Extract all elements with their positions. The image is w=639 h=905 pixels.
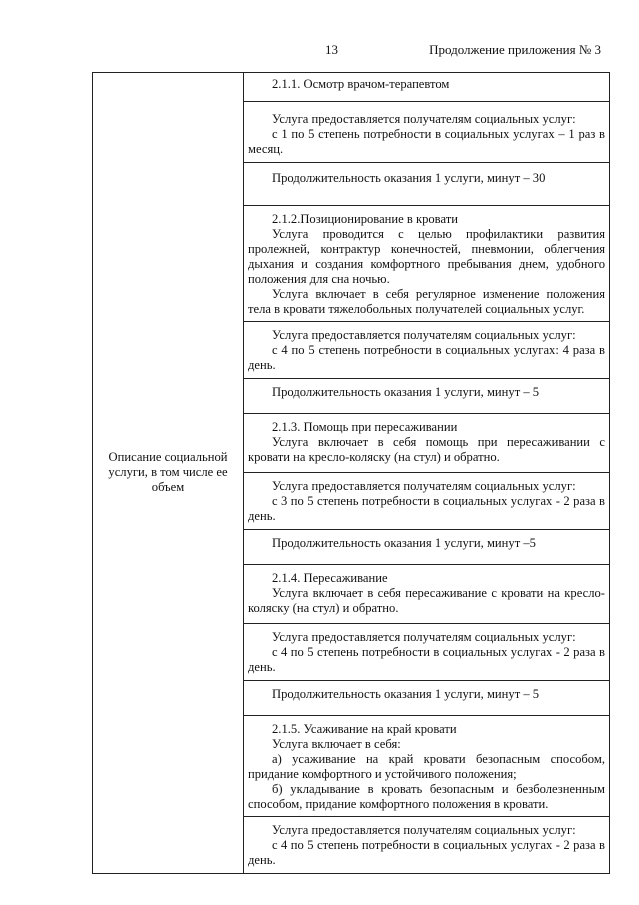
recipients-line: Услуга предоставляется получателям социальных услуг:: [272, 112, 576, 126]
recipients-line: Услуга предоставляется получателям социальных услуг:: [272, 630, 576, 644]
recipients-line: Услуга предоставляется получателям социальных услуг:: [272, 479, 576, 493]
service-description-label-cell: [93, 73, 244, 874]
service-recipients-cell: [244, 322, 610, 379]
duration-text: Продолжительность оказания 1 услуги, минут – 30: [272, 171, 546, 185]
service-heading: 2.1.1. Осмотр врачом-терапевтом: [272, 77, 450, 91]
service-duration-cell: [244, 681, 610, 716]
service-intro: Услуга включает в себя:: [272, 737, 401, 751]
service-heading-cell: [244, 414, 610, 473]
service-heading: 2.1.4. Пересаживание: [272, 571, 388, 585]
service-heading: 2.1.2.Позиционирование в кровати: [272, 212, 458, 226]
recipients-frequency: с 4 по 5 степень потребности в социальных услугах - 2 раза в день.: [248, 645, 605, 674]
recipients-line: Услуга предоставляется получателям социальных услуг:: [272, 823, 576, 837]
duration-text: Продолжительность оказания 1 услуги, минут –5: [272, 536, 536, 550]
service-paragraph: Услуга включает в себя помощь при пересаживании с кровати на кресло-коляску (на стул) и обратно.: [248, 435, 605, 464]
recipients-frequency: с 1 по 5 степень потребности в социальных услугах – 1 раз в месяц.: [248, 127, 605, 156]
service-description-table: [92, 72, 610, 874]
service-description-label: Описание социальной услуги, в том числе ее объем: [108, 450, 228, 494]
service-heading-cell: [244, 565, 610, 624]
service-recipients-cell: [244, 624, 610, 681]
recipients-frequency: с 3 по 5 степень потребности в социальных услугах - 2 раза в день.: [248, 494, 605, 523]
service-recipients-cell: [244, 102, 610, 163]
service-paragraph: Услуга включает в себя регулярное изменение положения тела в кровати тяжелобольных получателей социальных услуг.: [248, 287, 605, 316]
service-recipients-cell: [244, 473, 610, 530]
service-heading-cell: [244, 73, 610, 102]
service-heading-cell: [244, 716, 610, 817]
service-duration-cell: [244, 379, 610, 414]
service-paragraph: Услуга проводится с целью профилактики развития пролежней, контрактур конечностей, пневмонии, облегчения дыхания и создания комфортного пребывания днем, удобного положения для сна ночью.: [248, 227, 605, 286]
service-duration-cell: [244, 163, 610, 206]
service-heading: 2.1.5. Усаживание на край кровати: [272, 722, 457, 736]
page-number: 13: [325, 42, 338, 57]
service-recipients-cell: [244, 817, 610, 874]
recipients-line: Услуга предоставляется получателям социальных услуг:: [272, 328, 576, 342]
service-heading: 2.1.3. Помощь при пересаживании: [272, 420, 458, 434]
recipients-frequency: с 4 по 5 степень потребности в социальных услугах - 2 раза в день.: [248, 838, 605, 867]
appendix-note: Продолжение приложения № 3: [429, 42, 601, 57]
duration-text: Продолжительность оказания 1 услуги, минут – 5: [272, 385, 540, 399]
duration-text: Продолжительность оказания 1 услуги, минут – 5: [272, 687, 540, 701]
service-item-a: а) усаживание на край кровати безопасным способом, придание комфортного и устойчивого положения;: [248, 752, 605, 781]
table-row: [93, 73, 610, 102]
service-duration-cell: [244, 530, 610, 565]
service-paragraph: Услуга включает в себя пересаживание с кровати на кресло-коляску (на стул) и обратно.: [248, 586, 605, 615]
service-item-b: б) укладывание в кровать безопасным и безболезненным способом, придание комфортного положения в кровати.: [248, 782, 605, 811]
service-heading-cell: [244, 206, 610, 322]
recipients-frequency: с 4 по 5 степень потребности в социальных услугах: 4 раза в день.: [248, 343, 605, 372]
